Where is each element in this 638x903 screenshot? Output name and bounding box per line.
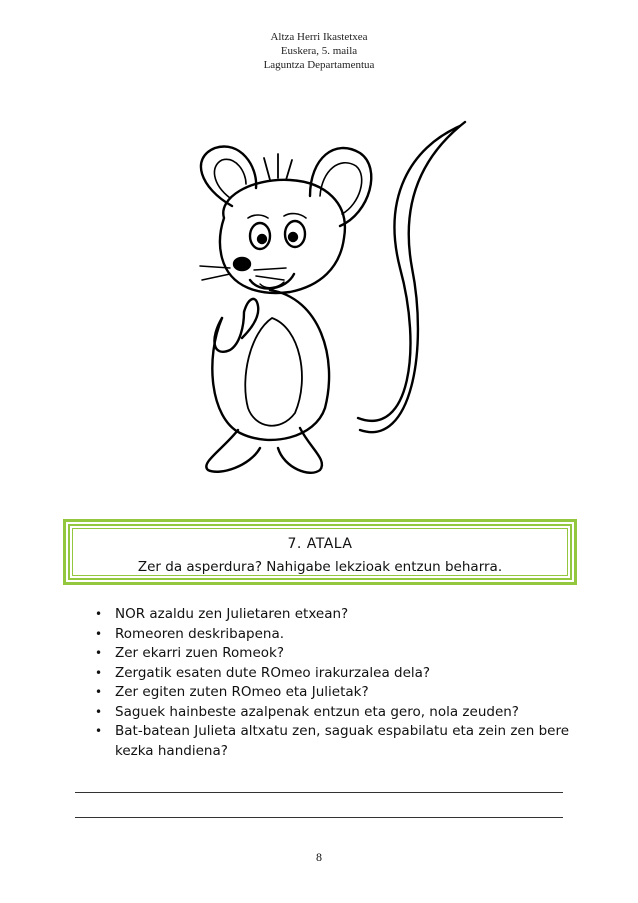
answer-line — [75, 792, 563, 793]
list-item: • NOR azaldu zen Julietaren etxean? — [95, 605, 575, 625]
bullet-icon: • — [95, 665, 103, 680]
chapter-title: 7. ATALA — [287, 536, 353, 552]
question-list — [95, 605, 575, 761]
mouse-arm — [214, 299, 258, 352]
bullet-icon: • — [95, 646, 103, 660]
bullet-icon: • — [95, 607, 103, 621]
bullet-icon: • — [95, 704, 103, 719]
chapter-subtitle: Zer da asperdura? Nahigabe lekzioak entzun beharra. — [137, 559, 503, 575]
page-header — [0, 30, 638, 72]
mouse-body — [212, 290, 329, 440]
list-item: • Saguek hainbeste azalpenak entzun eta gero, nola zeuden? — [95, 703, 575, 723]
list-item: • Zergatik esaten dute ROmeo irakurzalea dela? — [95, 664, 575, 684]
department-name: Laguntza Departamentua — [263, 59, 375, 71]
list-item: • Zer egiten zuten ROmeo eta Julietak? — [95, 683, 575, 703]
mouse-head — [220, 180, 345, 293]
mouse-illustration — [160, 118, 480, 490]
bullet-icon: • — [95, 724, 103, 738]
page-number: 8 — [316, 850, 322, 864]
course-name: Euskera, 5. maila — [280, 45, 358, 57]
school-name: Altza Herri Ikastetxea — [270, 31, 368, 43]
bullet-icon: • — [95, 685, 103, 699]
list-item: • Bat-batean Julieta altxatu zen, saguak espabilatu eta zein zen bere kezka handiena? — [95, 723, 570, 759]
chapter-box — [63, 519, 577, 585]
list-item: • Romeoren deskribapena. — [95, 625, 575, 645]
mouse-tail — [358, 126, 460, 421]
bullet-icon: • — [95, 626, 103, 641]
answer-line — [75, 817, 563, 818]
list-item: • Zer ekarri zuen Romeok? — [95, 644, 575, 664]
